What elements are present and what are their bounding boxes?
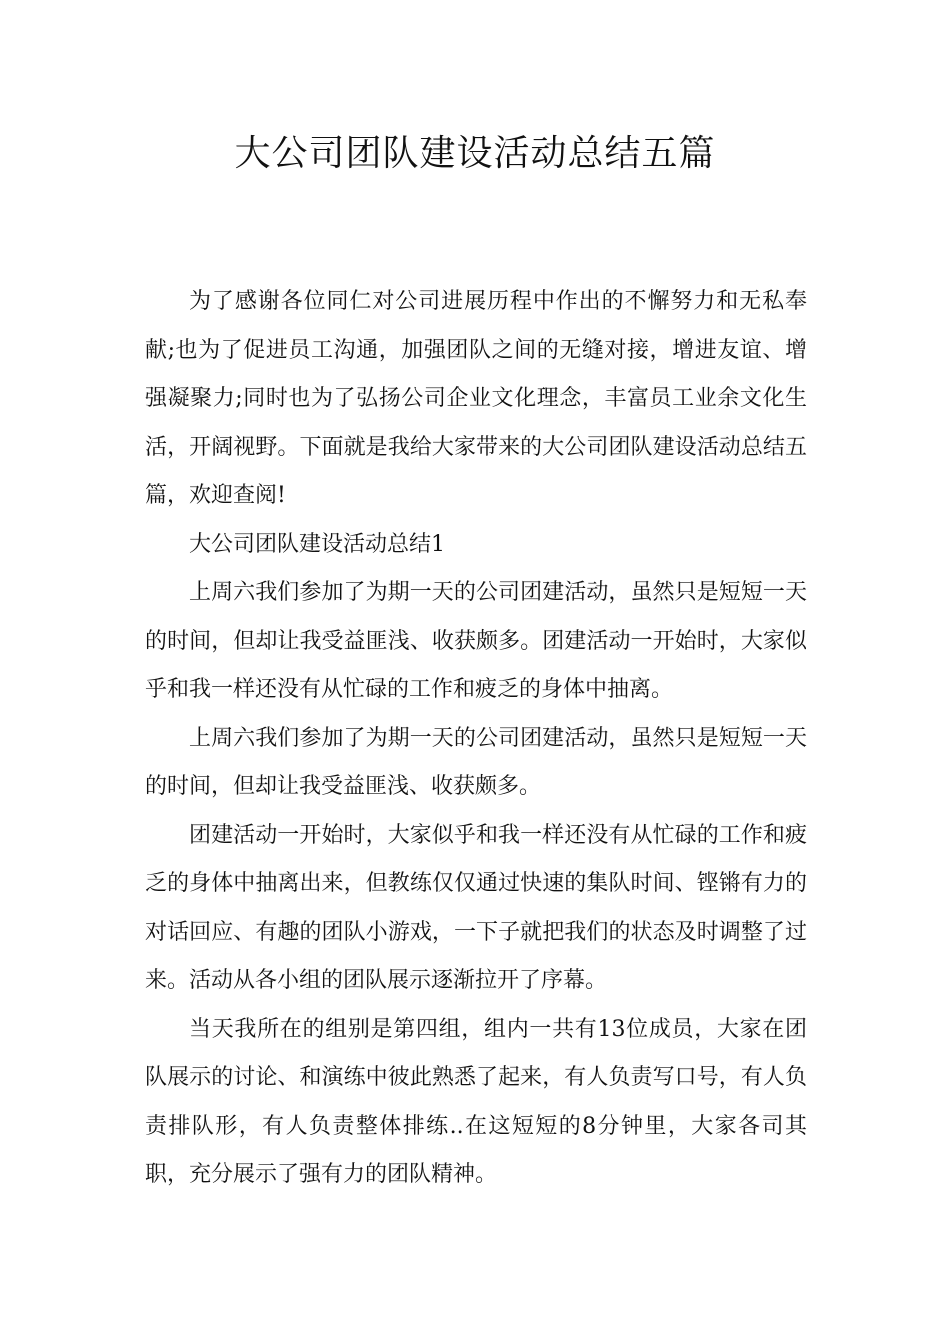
document-title: 大公司团队建设活动总结五篇: [234, 133, 716, 174]
body-paragraph: 当天我所在的组别是第四组，组内一共有13位成员，大家在团队展示的讨论、和演练中彼此熟悉了起来，有人负责写口号，有人负责排队形，有人负责整体排练..在这短短的8分钟里，大家各司其职，充分展示了强有力的团队精神。: [145, 1016, 807, 1187]
body-paragraph: 上周六我们参加了为期一天的公司团建活动，虽然只是短短一天的时间，但却让我受益匪浅、收获颇多。: [145, 725, 807, 799]
body-paragraph: 团建活动一开始时，大家似乎和我一样还没有从忙碌的工作和疲乏的身体中抽离出来，但教练仅仅通过快速的集队时间、铿锵有力的对话回应、有趣的团队小游戏，一下子就把我们的状态及时调整了过来。活动从各小组的团队展示逐渐拉开了序幕。: [145, 822, 807, 993]
section-heading: 大公司团队建设活动总结1: [189, 531, 445, 557]
body-paragraph: 上周六我们参加了为期一天的公司团建活动，虽然只是短短一天的时间，但却让我受益匪浅、收获颇多。团建活动一开始时，大家似乎和我一样还没有从忙碌的工作和疲乏的身体中抽离。: [145, 580, 807, 702]
intro-paragraph: 为了感谢各位同仁对公司进展历程中作出的不懈努力和无私奉献;也为了促进员工沟通，加强团队之间的无缝对接，增进友谊、增强凝聚力;同时也为了弘扬公司企业文化理念，丰富员工业余文化生活，开阔视野。下面就是我给大家带来的大公司团队建设活动总结五篇，欢迎查阅!: [145, 289, 807, 508]
document-body: [145, 278, 807, 1200]
